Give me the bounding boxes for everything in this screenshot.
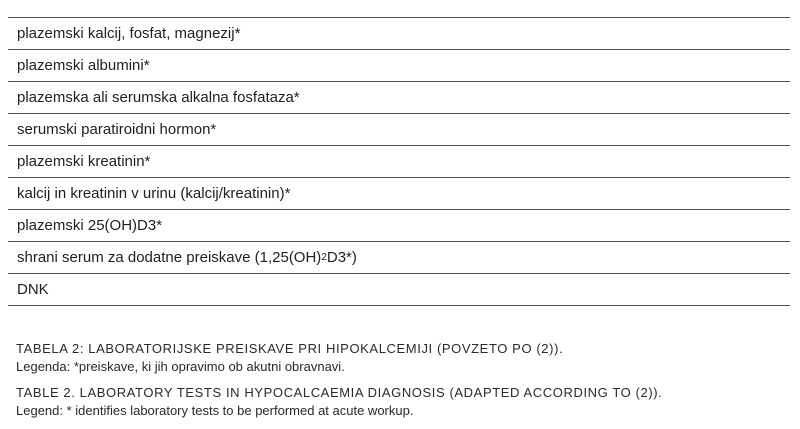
table-row: shrani serum za dodatne preiskave (1,25(OH) 2 D3*): [8, 242, 790, 274]
row-text-before: shrani serum za dodatne preiskave (1,25(OH): [17, 249, 322, 266]
caption-legend-sl: Legenda: *preiskave, ki jih opravimo ob akutni obravnavi.: [16, 359, 345, 374]
table-row: plazemski 25(OH)D3*: [8, 210, 790, 242]
row-text-after: D3*): [326, 249, 357, 266]
table-row: plazemski kalcij, fosfat, magnezij*: [8, 18, 790, 50]
table-row: plazemska ali serumska alkalna fosfataza*: [8, 82, 790, 114]
table-row: serumski paratiroidni hormon*: [8, 114, 790, 146]
caption-title-sl: TABELA 2: LABORATORIJSKE PREISKAVE PRI HIPOKALCEMIJI (POVZETO PO (2)).: [16, 341, 564, 356]
caption-legend-en: Legend: * identifies laboratory tests to be performed at acute workup.: [16, 403, 414, 418]
caption-title-en: TABLE 2. LABORATORY TESTS IN HYPOCALCAEMIA DIAGNOSIS (ADAPTED ACCORDING TO (2)).: [16, 385, 663, 400]
table-row: plazemski kreatinin*: [8, 146, 790, 178]
table-row: DNK: [8, 274, 790, 306]
lab-tests-table: [8, 17, 790, 306]
table-row: kalcij in kreatinin v urinu (kalcij/kreatinin)*: [8, 178, 790, 210]
table-row: plazemski albumini*: [8, 50, 790, 82]
